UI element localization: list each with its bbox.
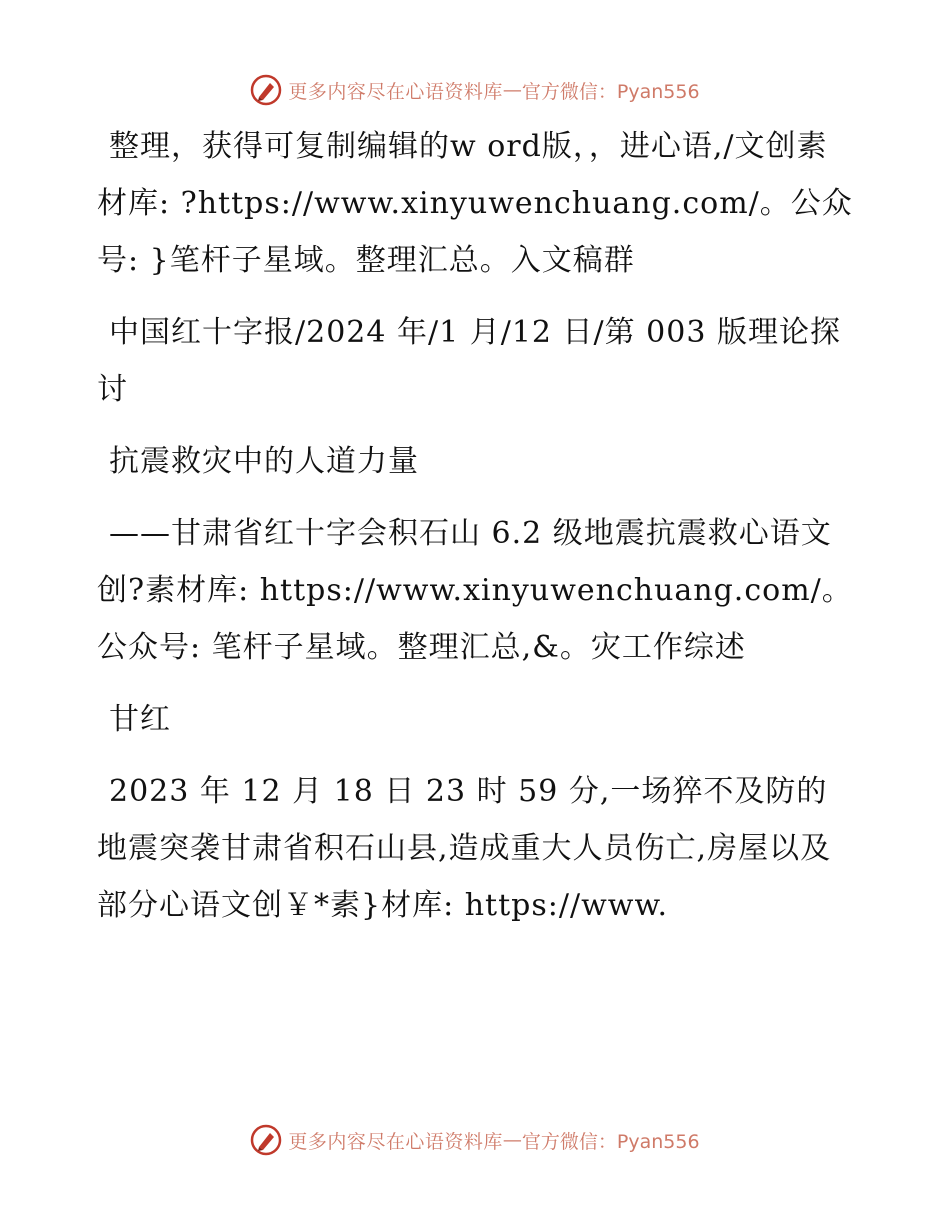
paragraph-title: 抗震救灾中的人道力量 [109, 444, 419, 479]
pen-nib-logo-icon [250, 74, 282, 106]
banner-text: 更多内容尽在心语资料库 [288, 1130, 503, 1153]
banner-wechat: 官方微信：Pyan556 [521, 1130, 700, 1153]
pen-nib-logo-icon [250, 1124, 282, 1156]
paragraph-source: 中国红十字报/2024 年/1 月/12 日/第 003 版理论探讨 [97, 315, 841, 407]
footer-banner [0, 1120, 950, 1160]
paragraph-body: 2023 年 12 月 18 日 23 时 59 分,一场猝不及防的地震突袭甘肃省积石山县,造成重大人员伤亡,房屋以及部分心语文创￥*素}材库: https://www. [97, 774, 832, 923]
header-banner [0, 70, 950, 110]
paragraph-subtitle: ——甘肃省红十字会积石山 6.2 级地震抗震救心语文创?素材库: https://www.xinyuwenchuang.com/。公众号: 笔杆子星域。整理汇总,&。灾工作综述 [97, 516, 853, 665]
paragraph-author: 甘红 [109, 702, 171, 737]
banner-separator: — [502, 1129, 522, 1151]
banner-wechat: 官方微信：Pyan556 [521, 80, 700, 103]
document-body [97, 118, 857, 949]
paragraph-intro: 整理，获得可复制编辑的w ord版，，进心语,/文创素材库: ?https://www.xinyuwenchuang.com/。公众号: }笔杆子星域。整理汇总。入文稿群 [97, 129, 853, 278]
banner-separator: — [502, 79, 522, 101]
banner-text: 更多内容尽在心语资料库 [288, 80, 503, 103]
